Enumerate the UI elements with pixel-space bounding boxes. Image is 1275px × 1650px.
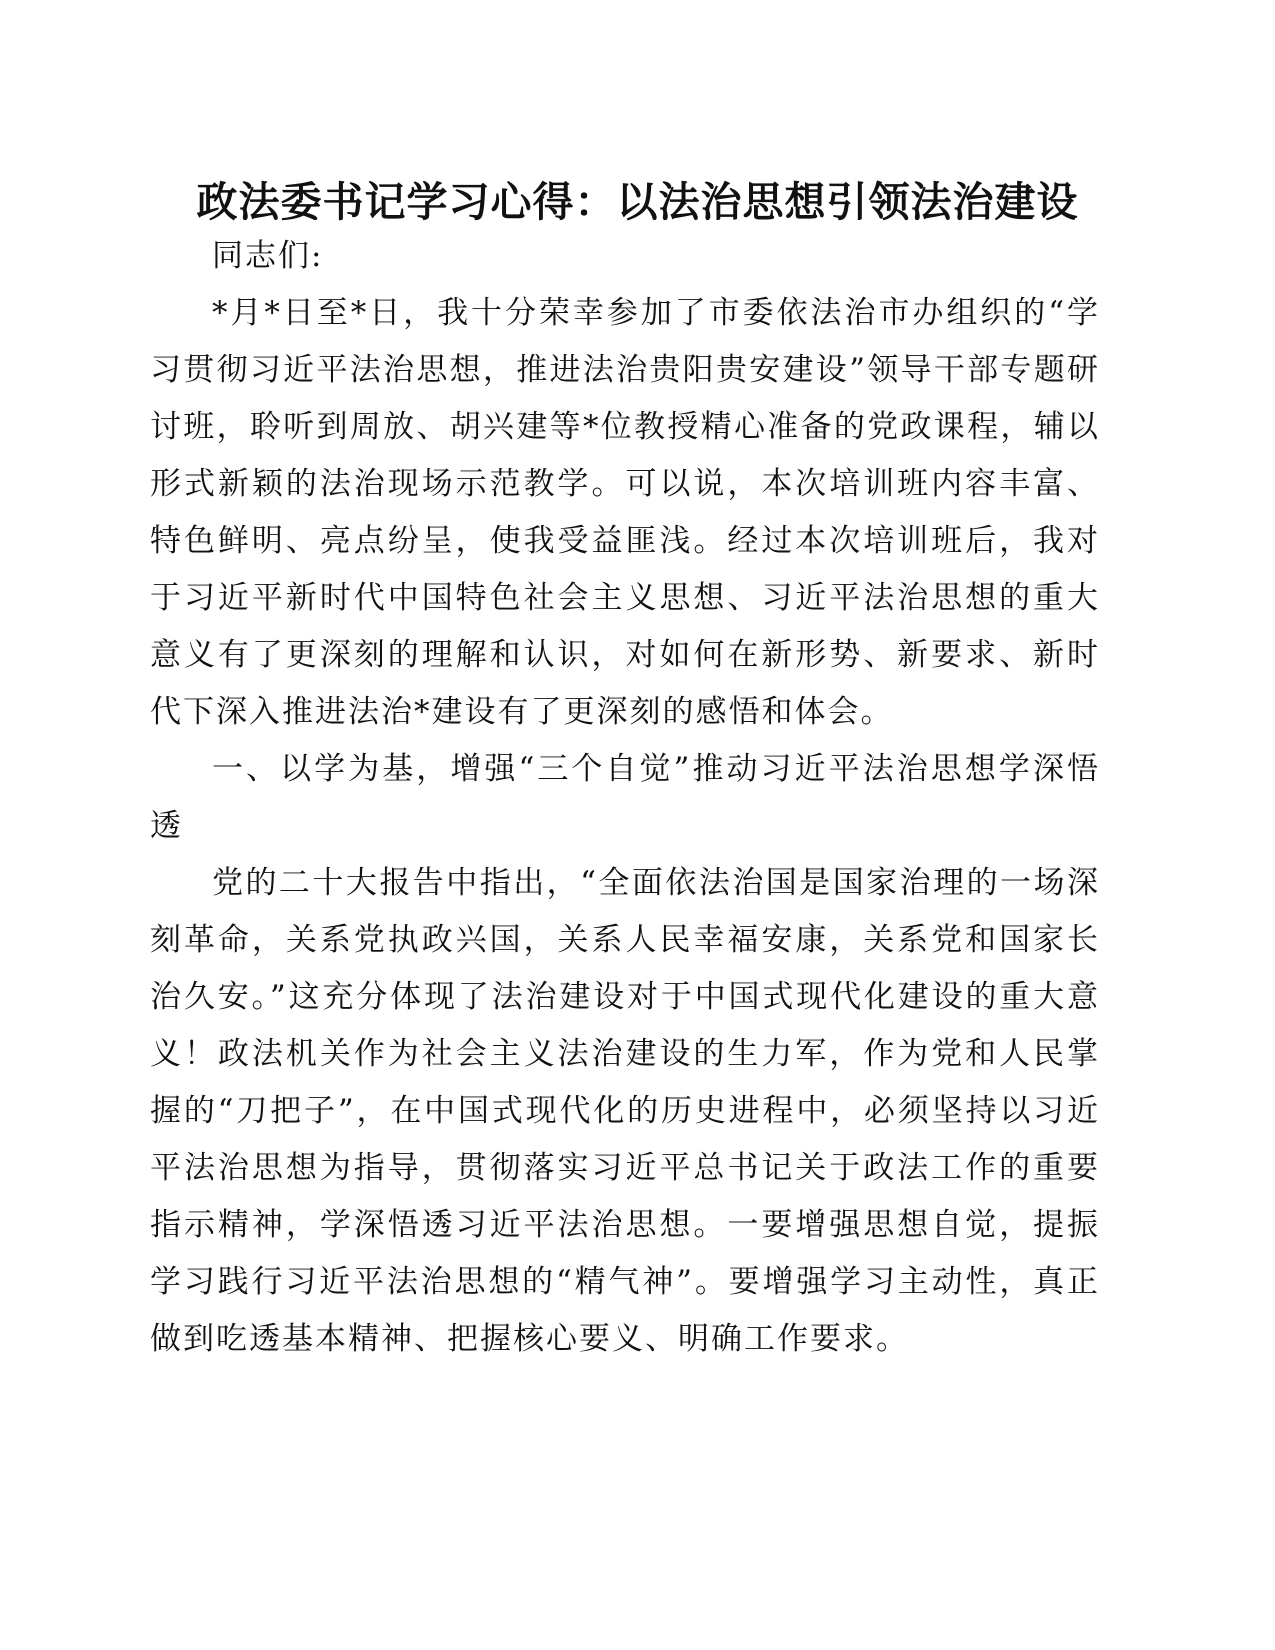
salutation: 同志们:: [212, 238, 324, 274]
document-body: [150, 228, 1100, 1368]
paragraph-intro: *月*日至*日，我十分荣幸参加了市委依法治市办组织的“学习贯彻习近平法治思想，推进法治贵阳贵安建设”领导干部专题研讨班，聆听到周放、胡兴建等*位教授精心准备的党政课程，辅以形式新颖的法治现场示范教学。可以说，本次培训班内容丰富、特色鲜明、亮点纷呈，使我受益匪浅。经过本次培训班后，我对于习近平新时代中国特色社会主义思想、习近平法治思想的重大意义有了更深刻的理解和认识，对如何在新形势、新要求、新时代下深入推进法治*建设有了更深刻的感悟和体会。: [150, 295, 1100, 730]
paragraph-section-1: 党的二十大报告中指出，“全面依法治国是国家治理的一场深刻革命，关系党执政兴国，关系人民幸福安康，关系党和国家长治久安。”这充分体现了法治建设对于中国式现代化建设的重大意义！政法机关作为社会主义法治建设的生力军，作为党和人民掌握的“刀把子”，在中国式现代化的历史进程中，必须坚持以习近平法治思想为指导，贯彻落实习近平总书记关于政法工作的重要指示精神，学深悟透习近平法治思想。一要增强思想自觉，提振学习践行习近平法治思想的“精气神”。要增强学习主动性，真正做到吃透基本精神、把握核心要义、明确工作要求。: [150, 865, 1100, 1357]
document-title: 政法委书记学习心得：以法治思想引领法治建设: [196, 178, 1079, 226]
section-heading-1: 一、以学为基，增强“三个自觉”推动习近平法治思想学深悟透: [150, 751, 1100, 844]
